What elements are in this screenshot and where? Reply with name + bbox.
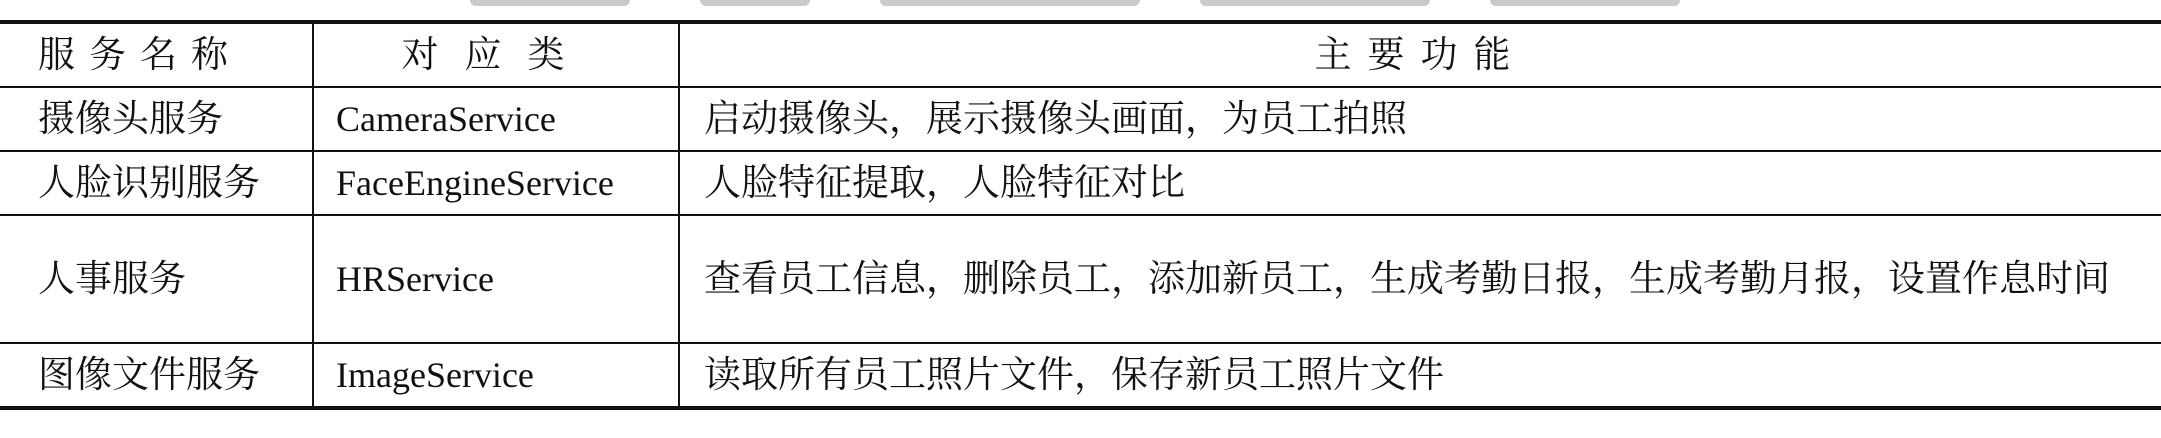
table-row xyxy=(0,151,2161,215)
table-row xyxy=(0,215,2161,343)
cropped-text-smudge xyxy=(1200,0,1430,6)
cell-class: CameraService xyxy=(313,87,679,151)
cell-class: ImageService xyxy=(313,343,679,408)
cell-service-name: 摄像头服务 xyxy=(38,97,223,140)
table-body xyxy=(0,87,2161,408)
cell-function: 读取所有员工照片文件，保存新员工照片文件 xyxy=(679,343,2161,408)
cropped-caption-fragment xyxy=(0,0,2161,20)
cell-function: 人脸特征提取，人脸特征对比 xyxy=(679,151,2161,215)
header-class: 对应类 xyxy=(313,22,679,87)
cropped-text-smudge xyxy=(700,0,810,6)
table-row xyxy=(0,343,2161,408)
cell-class: HRService xyxy=(313,215,679,343)
cropped-text-smudge xyxy=(1490,0,1680,6)
cropped-text-smudge xyxy=(880,0,1140,6)
cell-function: 启动摄像头，展示摄像头画面，为员工拍照 xyxy=(679,87,2161,151)
cell-service-name: 图像文件服务 xyxy=(38,353,260,396)
cropped-text-smudge xyxy=(470,0,630,6)
cell-class: FaceEngineService xyxy=(313,151,679,215)
header-function: 主要功能 xyxy=(679,22,2161,87)
cell-service-name: 人脸识别服务 xyxy=(38,161,260,204)
service-table xyxy=(0,20,2161,410)
table-row xyxy=(0,87,2161,151)
cell-service-name: 人事服务 xyxy=(38,257,186,300)
header-service-name: 服务名称 xyxy=(38,33,242,76)
table-header xyxy=(0,22,2161,87)
header-row xyxy=(0,22,2161,87)
cell-function: 查看员工信息，删除员工，添加新员工，生成考勤日报，生成考勤月报，设置作息时间 xyxy=(679,215,2161,343)
